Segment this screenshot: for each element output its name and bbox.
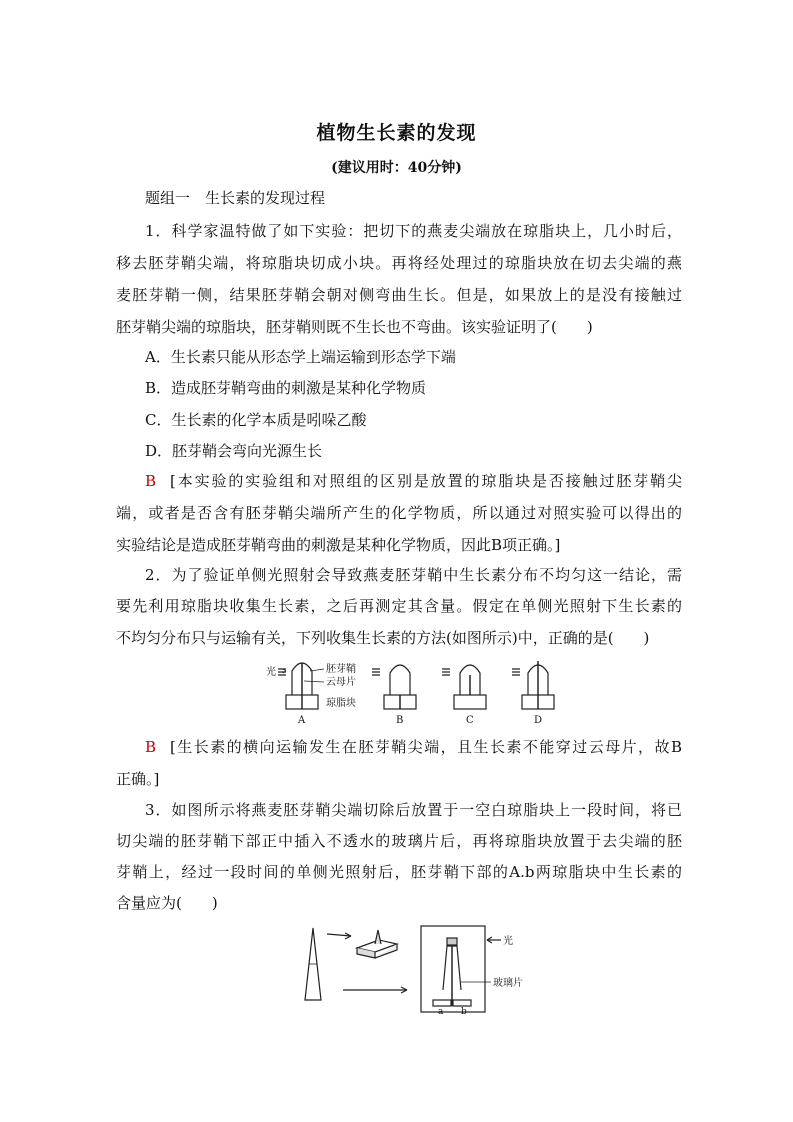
coleoptile-shape xyxy=(390,665,410,695)
agar-on-top xyxy=(447,938,457,945)
q2-figure xyxy=(260,657,570,729)
light-arrows-icon xyxy=(442,669,450,675)
panel-d xyxy=(512,661,554,726)
agar-a xyxy=(433,1000,451,1006)
q1-option-a: A．生长素只能从形态学上端运输到形态学下端 xyxy=(145,348,456,366)
q2-explanation: 正确。] xyxy=(116,770,160,788)
q1-line: 移去胚芽鞘尖端，将琼脂块切成小块。再将经处理过的琼脂块放在切去尖端的燕 xyxy=(116,254,682,272)
q1-option-d: D．胚芽鞘会弯向光源生长 xyxy=(145,442,323,460)
agar-b xyxy=(453,1000,471,1006)
q1-line: 胚芽鞘尖端的琼脂块，胚芽鞘则既不生长也不弯曲。该实验证明了( ) xyxy=(116,318,593,336)
q3-figure xyxy=(295,924,545,1016)
q2-line: 要先利用琼脂块收集生长素，之后再测定其含量。假定在单侧光照射下生长素的 xyxy=(116,597,682,615)
mica-label: 云母片 xyxy=(326,677,356,688)
q1-option-c: C．生长素的化学本质是吲哚乙酸 xyxy=(145,411,367,429)
q1-option-b: B．造成胚芽鞘弯曲的刺激是某种化学物质 xyxy=(145,379,427,397)
light-label: 光 xyxy=(503,936,513,947)
q1-answer: B xyxy=(145,472,157,490)
q2-line: 2．为了验证单侧光照射会导致燕麦胚芽鞘中生长素分布不均匀这一结论，需 xyxy=(145,566,682,584)
q1-explanation: 端，或者是否含有胚芽鞘尖端所产生的化学物质，所以通过对照实验可以得出的 xyxy=(116,504,682,522)
label-a: a xyxy=(438,1007,444,1016)
agar-block xyxy=(454,695,486,709)
tip-shape xyxy=(375,930,381,944)
agar-label: 琼脂块 xyxy=(326,698,356,709)
q1-explanation: [本实验的实验组和对照组的区别是放置的琼脂块是否接触过胚芽鞘尖 xyxy=(170,472,682,490)
suggested-time: (建议用时：40分钟) xyxy=(331,160,462,176)
light-arrows-icon xyxy=(372,669,380,675)
panel-c xyxy=(442,665,486,726)
q1-line: 1．科学家温特做了如下实验：把切下的燕麦尖端放在琼脂块上，几小时后， xyxy=(145,222,682,240)
q2-explanation: [生长素的横向运输发生在胚芽鞘尖端，且生长素不能穿过云母片，故B xyxy=(170,738,682,756)
section-heading: 题组一 生长素的发现过程 xyxy=(145,189,326,207)
page-title: 植物生长素的发现 xyxy=(316,122,477,144)
q2-line: 不均匀分布只与运输有关，下列收集生长素的方法(如图所示)中，正确的是( ) xyxy=(116,629,650,647)
q3-line: 切尖端的胚芽鞘下部正中插入不透水的玻璃片后，再将琼脂块放置于去尖端的胚 xyxy=(116,832,682,850)
light-label: 光 xyxy=(266,667,276,678)
panel-b xyxy=(372,665,416,726)
glass-label: 玻璃片 xyxy=(493,978,523,989)
coleoptile-label: 胚芽鞘 xyxy=(326,664,356,675)
q1-line: 麦胚芽鞘一侧，结果胚芽鞘会朝对侧弯曲生长。但是，如果放上的是没有接触过 xyxy=(116,286,682,304)
light-arrows-icon xyxy=(512,669,520,675)
panel-a xyxy=(266,662,356,726)
q3-line: 含量应为( ) xyxy=(116,894,218,912)
panel-label-d: D xyxy=(534,715,543,726)
q3-line: 3．如图所示将燕麦胚芽鞘尖端切除后放置于一空白琼脂块上一段时间，将已 xyxy=(145,801,682,819)
q1-explanation: 实验结论是造成胚芽鞘弯曲的刺激是某种化学物质，因此B项正确。] xyxy=(116,536,561,554)
panel-label-b: B xyxy=(396,715,404,726)
q3-line: 芽鞘上，经过一段时间的单侧光照射后，胚芽鞘下部的A.b两琼脂块中生长素的 xyxy=(116,863,682,881)
panel-label-c: C xyxy=(466,715,474,726)
q2-answer: B xyxy=(145,738,157,756)
label-b: b xyxy=(461,1007,467,1016)
panel-label-a: A xyxy=(298,715,306,726)
